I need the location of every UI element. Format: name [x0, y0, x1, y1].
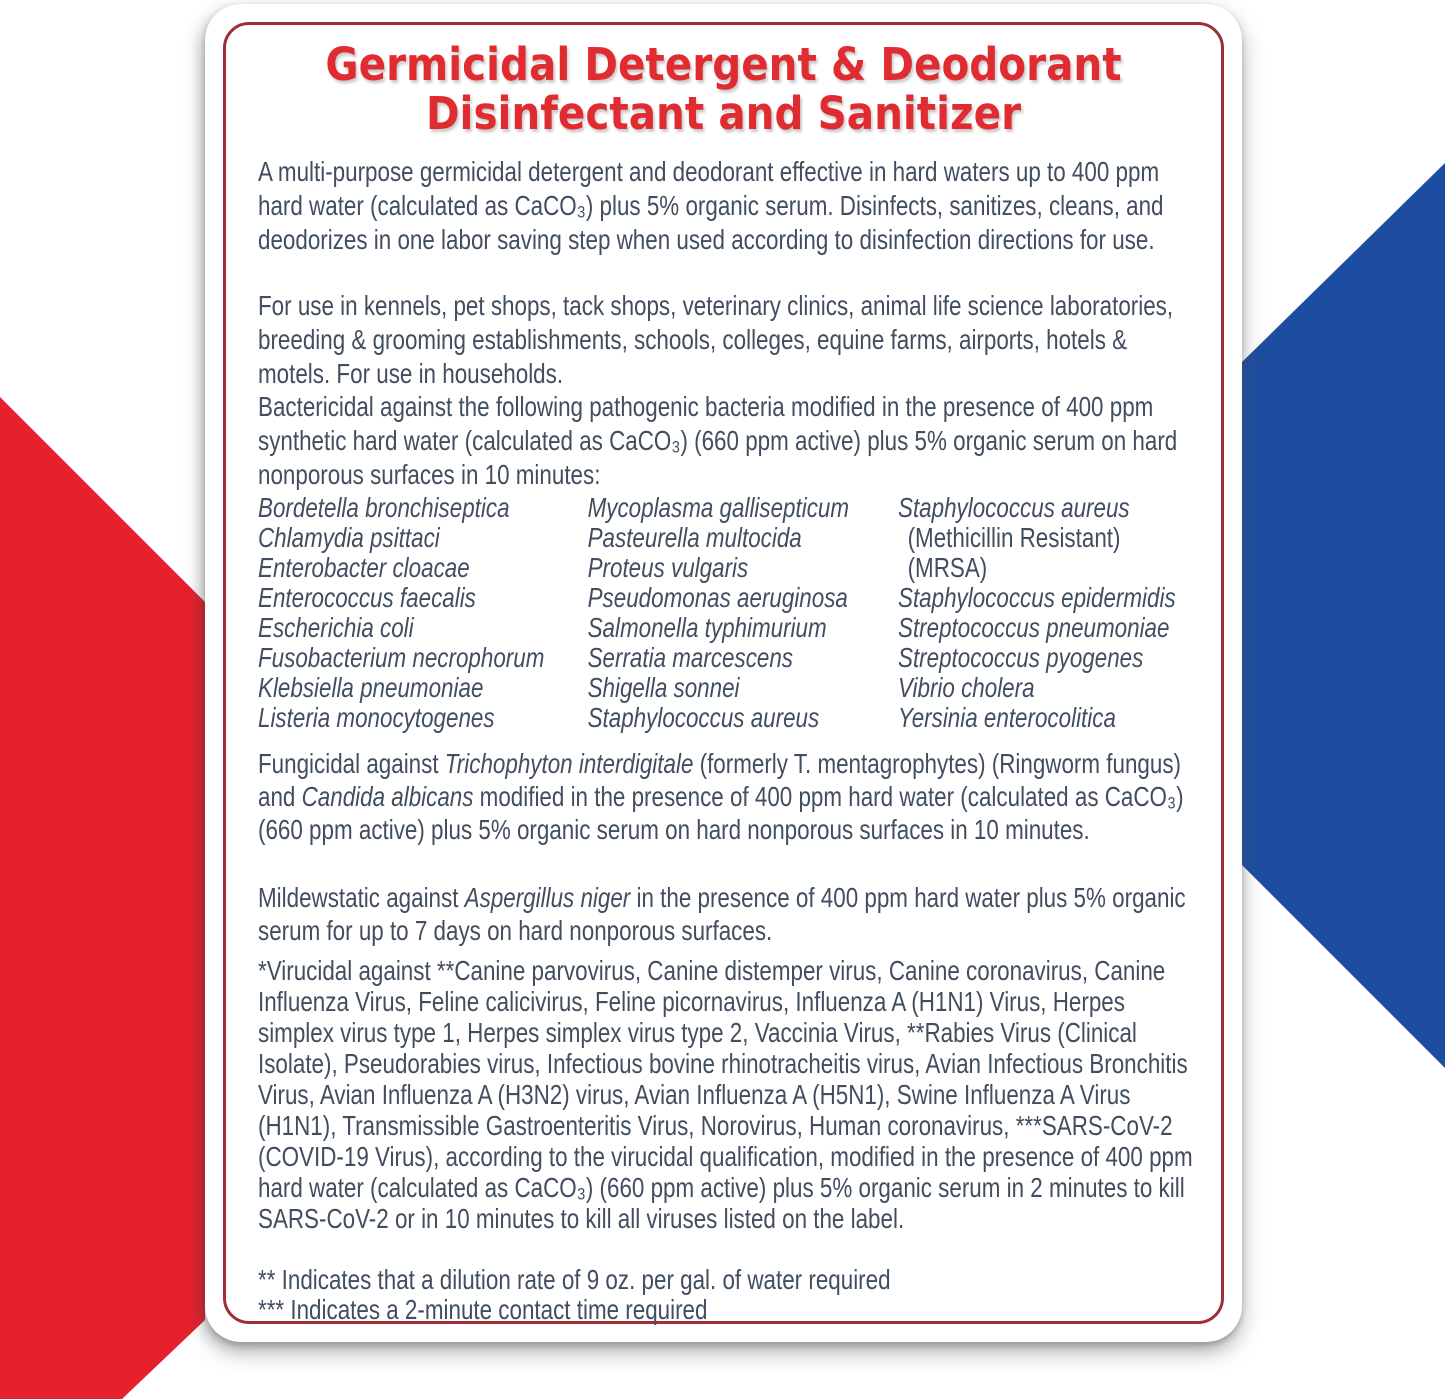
paragraph-for-use: For use in kennels, pet shops, tack shops, veterinary clinics, animal life science laboratories, breeding & grooming establishments, schools, colleges, equine farms, airports, hotels & motels. For use in households. [258, 290, 1174, 389]
bacteria-item: Pseudomonas aeruginosa [587, 582, 848, 613]
bacteria-item: Streptococcus pyogenes [898, 642, 1144, 673]
bacteria-item: Salmonella typhimurium [587, 612, 827, 643]
bacteria-item: Streptococcus pneumoniae [898, 612, 1170, 643]
bacteria-item: Yersinia enterocolitica [898, 702, 1116, 733]
bacteria-item: Staphylococcus epidermidis [898, 582, 1176, 613]
bacteria-item: Enterobacter cloacae [258, 552, 470, 583]
text-segment: Candida albicans [301, 781, 474, 812]
text-segment: Fungicidal against [258, 748, 445, 779]
paragraph-mildewstatic [258, 881, 1198, 947]
bacteria-item: Staphylococcus aureus [898, 492, 1130, 523]
text-segment: Trichophyton interdigitale [444, 748, 694, 779]
paragraph-intro: A multi-purpose germicidal detergent and deodorant effective in hard waters up to 400 ppm hard water (calculated as CaCO₃) plus 5% organic serum. Disinfects, sanitizes, cleans, and deodorizes in one labor saving step when used according to disinfection directions for use. [258, 156, 1164, 255]
bacteria-column-2 [588, 493, 898, 733]
bacteria-item: (Methicillin Resistant) [907, 522, 1121, 553]
bacteria-item: Fusobacterium necrophorum [258, 642, 545, 673]
bacteria-item: Escherichia coli [258, 612, 414, 643]
bacteria-item: Vibrio cholera [898, 672, 1035, 703]
bacteria-item: Shigella sonnei [587, 672, 740, 703]
bacteria-item: Mycoplasma gallisepticum [587, 492, 850, 523]
bacteria-item: Staphylococcus aureus [587, 702, 820, 733]
text-segment: in the presence of 400 ppm hard water plus 5% organic serum for up to 7 days on hard nonporous surfaces. [258, 882, 1186, 946]
bacteria-item: Bordetella bronchiseptica [258, 492, 510, 523]
paragraph-virucidal: *Virucidal against **Canine parvovirus, Canine distemper virus, Canine coronavirus, Canine Influenza Virus, Feline calicivirus, Feline picornavirus, Influenza A (H1N1) Virus, Herpes simplex virus type 1, Herpes simplex virus type 2, Vaccinia Virus, **Rabies Virus (Clinical Isolate), Pseudorabies virus, Infectious bovine rhinotracheitis virus, Avian Infectious Bronchitis Virus, Avian Influenza A (H3N2) virus, Avian Influenza A (H5N1), Swine Influenza A Virus (H1N1), Transmissible Gastroenteritis Virus, Norovirus, Human coronavirus, ***SARS-CoV-2 (COVID-19 Virus), according to the virucidal qualification, modified in the presence of 400 ppm hard water (calculated as CaCO₃) (660 ppm active) plus 5% organic serum in 2 minutes to kill SARS-CoV-2 or in 10 minutes to kill all viruses listed on the label. [258, 955, 1193, 1234]
bacteria-item: Klebsiella pneumoniae [258, 672, 484, 703]
bacteria-item: Listeria monocytogenes [258, 702, 495, 733]
text-segment: modified in the presence of 400 ppm hard water (calculated as CaCO₃) (660 ppm active) plus 5% organic serum on hard nonporous surfaces in 10 minutes. [258, 781, 1184, 845]
paragraph-fungicidal [258, 747, 1198, 846]
text-segment: Mildewstatic against [258, 882, 465, 913]
title-line-2: Disinfectant and Sanitizer [425, 87, 1022, 140]
text-segment: (formerly T. mentagrophytes) (Ringworm fungus) and [258, 748, 1181, 812]
title-line-1: Germicidal Detergent & Deodorant [325, 38, 1122, 91]
label-title [257, 40, 1190, 138]
text-segment: Aspergillus niger [464, 882, 631, 913]
paragraph-bactericidal: Bactericidal against the following pathogenic bacteria modified in the presence of 400 ppm synthetic hard water (calculated as CaCO₃) (660 ppm active) plus 5% organic serum on hard nonporous surfaces in 10 minutes: [258, 391, 1178, 490]
bacteria-item: Serratia marcescens [587, 642, 794, 673]
bacteria-item: Chlamydia psittaci [258, 522, 440, 553]
footnote-contact: *** Indicates a 2-minute contact time required [258, 1294, 708, 1325]
bacteria-item: Pasteurella multocida [587, 522, 802, 553]
bacteria-column-3 [898, 493, 1198, 733]
footnote-dilution: ** Indicates that a dilution rate of 9 oz. per gal. of water required [258, 1264, 891, 1295]
product-label [205, 4, 1242, 1342]
bacteria-item: Proteus vulgaris [587, 552, 749, 583]
bacteria-column-1 [258, 493, 588, 733]
bacteria-item: (MRSA) [907, 552, 988, 583]
bacteria-list [258, 493, 1198, 733]
bacteria-item: Enterococcus faecalis [258, 582, 476, 613]
